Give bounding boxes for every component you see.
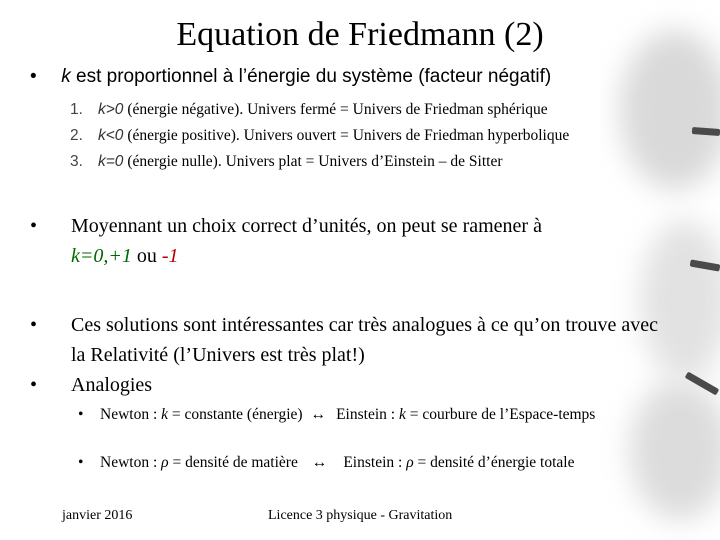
k-values: k=0,+1 [71, 245, 132, 267]
analogy-einstein-text: = densité d’énergie totale [413, 454, 575, 471]
double-arrow-icon: ↔ [311, 454, 328, 471]
analogy-einstein-text: = courbure de l’Espace-temps [405, 406, 596, 423]
item-text: (énergie négative). Univers fermé = Univers de Friedman sphérique [123, 101, 548, 118]
analogy-variable: k [398, 406, 406, 423]
item-condition: k=0 [98, 153, 124, 170]
bullet-text: Moyennant un choix correct d’unités, on peut se ramener à [71, 215, 542, 237]
item-condition: k>0 [98, 101, 124, 118]
bullet-marker: • [30, 66, 37, 87]
analogy-variable: ρ [161, 454, 169, 471]
analogy-newton-text: = densité de matière [168, 454, 298, 471]
bullet-solutions [30, 310, 670, 370]
bullet-k-proportional [30, 66, 670, 88]
analogy-newton-label: Newton : [100, 406, 162, 423]
analogy-newton-text: = constante (énergie) [168, 406, 303, 423]
item-text: (énergie positive). Univers ouvert = Univers de Friedman hyperbolique [123, 127, 570, 144]
bullet-text: est proportionnel à l’énergie du système (facteur négatif) [70, 66, 552, 87]
list-item [70, 149, 569, 175]
bullet-marker: • [30, 314, 38, 336]
footer-course: Licence 3 physique - Gravitation [268, 508, 453, 523]
footer-date: janvier 2016 [62, 508, 133, 523]
item-number: 2. [70, 127, 83, 144]
item-condition: k<0 [98, 127, 124, 144]
analogy-variable: k [161, 406, 169, 423]
analogy-einstein-label: Einstein : [336, 406, 399, 423]
bullet-marker: • [30, 215, 38, 237]
analogy-newton-label: Newton : [100, 454, 162, 471]
bullet-marker: • [78, 454, 84, 471]
item-number: 3. [70, 153, 83, 170]
or-word: ou [131, 245, 162, 267]
bullet-units-choice [30, 211, 670, 271]
list-item [70, 97, 569, 123]
bullet-marker: • [30, 374, 38, 396]
list-item [70, 123, 569, 149]
bullet-marker: • [78, 406, 84, 423]
bullet-text: Analogies [71, 374, 153, 396]
double-arrow-icon: ↔ [310, 406, 327, 423]
slide-title: Equation de Friedmann (2) [176, 16, 544, 53]
analogy-einstein-label: Einstein : [343, 454, 407, 471]
analogy-item [78, 404, 658, 426]
analogy-item [78, 452, 678, 474]
item-number: 1. [70, 101, 83, 118]
item-text: (énergie nulle). Univers plat = Univers d’Einstein – de Sitter [123, 153, 503, 170]
cases-list [70, 97, 569, 175]
bullet-analogies [30, 370, 670, 400]
minus-one-value: -1 [161, 245, 179, 267]
analogy-variable: ρ [406, 454, 414, 471]
bullet-text: Ces solutions sont intéressantes car très analogues à ce qu’on trouve avec la Relativité (l’Univers est très plat!) [71, 314, 659, 366]
variable-k: k [61, 66, 71, 87]
